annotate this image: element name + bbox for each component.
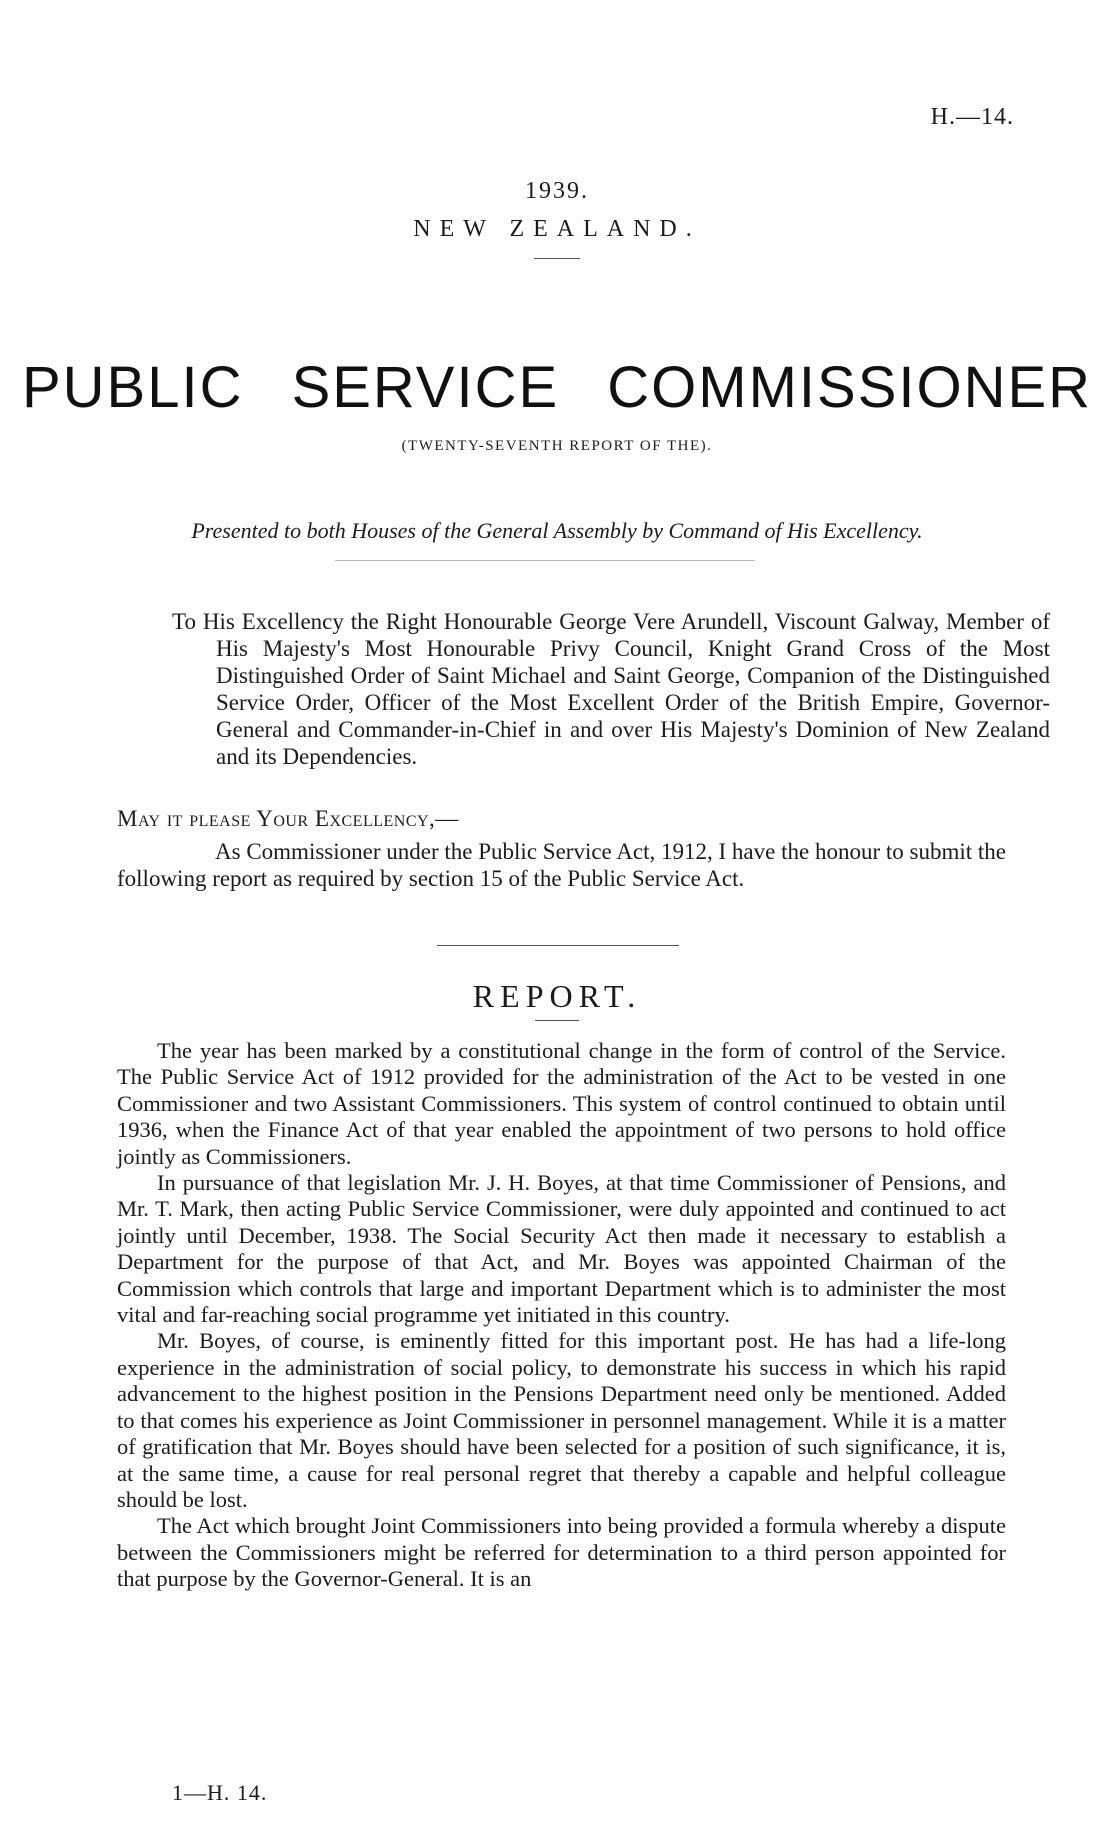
report-heading: REPORT.	[472, 978, 642, 1014]
divider-section	[437, 945, 679, 946]
country-heading: NEW ZEALAND.	[413, 216, 701, 242]
divider-report	[535, 1020, 579, 1021]
page-identifier: H.—14.	[930, 104, 1014, 130]
body-paragraph: The Act which brought Joint Commissioners into being provided a formula whereby a dispute between the Commissioners might be referred for determination to a third person appointed for that purpose by the Governor-General. It is an	[117, 1513, 1006, 1592]
document-subtitle: (TWENTY-SEVENTH REPORT OF THE).	[401, 438, 713, 454]
report-body	[117, 1038, 1006, 1593]
intro-paragraph: As Commissioner under the Public Service Act, 1912, I have the honour to submit the following report as required by section 15 of the Public Service Act.	[117, 839, 1006, 891]
presented-line: Presented to both Houses of the General Assembly by Command of His Excellency.	[191, 518, 923, 543]
document-title: PUBLIC SERVICE COMMISSIONER	[21, 355, 1093, 420]
year: 1939.	[525, 178, 589, 204]
body-paragraph: Mr. Boyes, of course, is eminently fitted for this important post. He has had a life-long experience in the administration of social policy, to demonstrate his success in which his rapid advancement to the highest position in the Pensions Department need only be mentioned. Added to that comes his experience as Joint Commissioner in personnel management. While it is a matter of gratification that Mr. Boyes should have been selected for a position of such significance, it is, at the same time, a cause for real personal regret that thereby a capable and helpful colleague should be lost.	[117, 1328, 1006, 1512]
divider-presented	[335, 560, 755, 561]
address-paragraph: To His Excellency the Right Honourable George Vere Arundell, Viscount Galway, Member of His Majesty's Most Honourable Privy Council, Knight Grand Cross of the Most Distinguished Order of Saint Michael and Saint George, Companion of the Distinguished Service Order, Officer of the Most Excellent Order of the British Empire, Governor-General and Commander-in-Chief in and over His Majesty's Dominion of New Zealand and its Dependencies.	[172, 609, 1050, 769]
body-paragraph: The year has been marked by a constitutional change in the form of control of the Service. The Public Service Act of 1912 provided for the administration of the Act to be vested in one Commissioner and two Assistant Commissioners. This system of control continued to obtain until 1936, when the Finance Act of that year enabled the appointment of two persons to hold office jointly as Commissioners.	[117, 1038, 1006, 1169]
page-signature: 1—H. 14.	[172, 1780, 268, 1805]
divider-short	[534, 258, 580, 259]
salutation: May it please Your Excellency,—	[117, 806, 459, 831]
body-paragraph: In pursuance of that legislation Mr. J. H. Boyes, at that time Commissioner of Pensions, and Mr. T. Mark, then acting Public Service Commissioner, were duly appointed and continued to act jointly until December, 1938. The Social Security Act then made it necessary to establish a Department for the purpose of that Act, and Mr. Boyes was appointed Chairman of the Commission which controls that large and important Department which is to administer the most vital and far-reaching social programme yet initiated in this country.	[117, 1170, 1006, 1328]
